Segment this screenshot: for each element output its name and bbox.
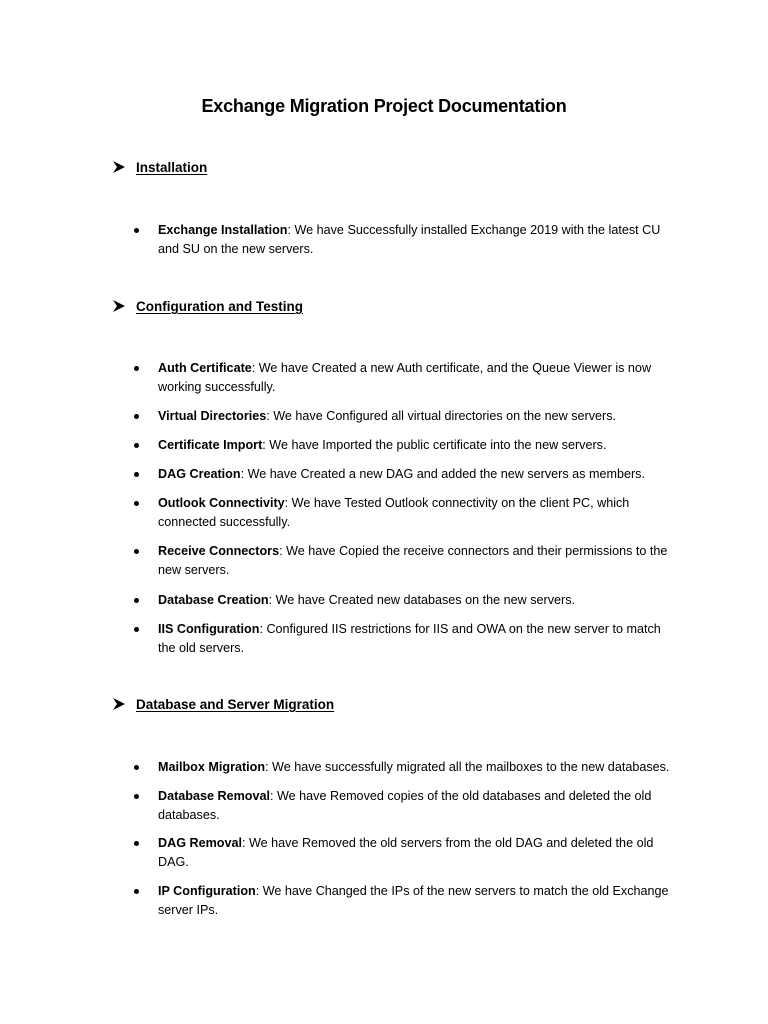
list-item <box>134 834 674 871</box>
item-label: Database Removal <box>158 789 270 803</box>
bullet-dot-icon <box>134 794 139 799</box>
arrow-bullet-icon <box>112 299 126 313</box>
list-item <box>134 787 674 824</box>
item-separator: : <box>270 789 277 803</box>
bullet-dot-icon <box>134 549 139 554</box>
item-label: Outlook Connectivity <box>158 496 285 510</box>
item-separator: : <box>279 544 287 558</box>
bullet-dot-icon <box>134 366 139 371</box>
item-label: Exchange Installation <box>158 223 288 237</box>
item-separator: : <box>266 409 274 423</box>
list-item <box>134 407 674 426</box>
arrow-bullet-icon <box>112 697 126 711</box>
item-separator: : <box>240 467 248 481</box>
item-separator: : <box>287 223 295 237</box>
section-heading-configuration-and-testing <box>112 297 303 317</box>
section-heading-database-and-server-migration <box>112 695 335 715</box>
item-label: Mailbox Migration <box>158 760 266 774</box>
list-item <box>134 758 674 777</box>
section-heading-installation <box>112 158 208 178</box>
list-item <box>134 221 674 258</box>
bullet-dot-icon <box>134 501 139 506</box>
section-heading-text: Configuration and Testing <box>136 299 303 314</box>
list-item <box>134 494 674 531</box>
item-separator: : <box>255 884 263 898</box>
item-text: We have Copied the receive connectors and their permissions to the new servers. <box>158 544 668 577</box>
bullet-dot-icon <box>134 889 139 894</box>
item-separator: : <box>265 760 273 774</box>
item-label: IIS Configuration <box>158 622 260 636</box>
item-text: We have Configured all virtual directories on the new servers. <box>273 409 617 423</box>
item-label: Auth Certificate <box>158 361 252 375</box>
item-separator: : <box>284 496 292 510</box>
item-label: DAG Creation <box>158 467 241 481</box>
document-title: Exchange Migration Project Documentation <box>201 96 567 116</box>
item-separator: : <box>259 622 267 636</box>
list-item <box>134 436 674 455</box>
item-text: We have Created new databases on the new servers. <box>275 593 575 607</box>
item-text: We have successfully migrated all the mailboxes to the new databases. <box>272 760 670 774</box>
item-label: Receive Connectors <box>158 544 280 558</box>
section-heading-text: Database and Server Migration <box>136 697 335 712</box>
item-separator: : <box>262 438 270 452</box>
item-label: DAG Removal <box>158 836 242 850</box>
item-text: We have Changed the IPs of the new servers to match the old Exchange server IPs. <box>158 884 669 917</box>
list-item <box>134 542 674 579</box>
item-label: Database Creation <box>158 593 269 607</box>
item-text: We have Removed the old servers from the old DAG and deleted the old DAG. <box>158 836 654 869</box>
item-label: Certificate Import <box>158 438 263 452</box>
item-text: We have Removed copies of the old databases and deleted the old databases. <box>158 789 652 822</box>
list-item <box>134 465 674 484</box>
item-text: We have Imported the public certificate into the new servers. <box>269 438 607 452</box>
item-separator: : <box>268 593 276 607</box>
bullet-dot-icon <box>134 841 139 846</box>
item-separator: : <box>241 836 249 850</box>
arrow-bullet-icon <box>112 160 126 174</box>
bullet-dot-icon <box>134 765 139 770</box>
item-text: We have Created a new DAG and added the new servers as members. <box>247 467 645 481</box>
item-text: We have Created a new Auth certificate, and the Queue Viewer is now working successfully. <box>158 361 652 394</box>
bullet-dot-icon <box>134 472 139 477</box>
item-text: We have Tested Outlook connectivity on the client PC, which connected successfully. <box>158 496 630 529</box>
bullet-dot-icon <box>134 414 139 419</box>
item-text: Configured IIS restrictions for IIS and OWA on the new server to match the old servers. <box>158 622 661 655</box>
item-text: We have Successfully installed Exchange 2019 with the latest CU and SU on the new servers. <box>158 223 661 256</box>
item-label: Virtual Directories <box>158 409 267 423</box>
bullet-dot-icon <box>134 598 139 603</box>
list-item <box>134 359 674 396</box>
list-item <box>134 591 674 610</box>
bullet-dot-icon <box>134 228 139 233</box>
bullet-dot-icon <box>134 627 139 632</box>
list-item <box>134 620 674 657</box>
item-label: IP Configuration <box>158 884 256 898</box>
item-separator: : <box>251 361 259 375</box>
bullet-dot-icon <box>134 443 139 448</box>
list-item <box>134 882 674 919</box>
section-heading-text: Installation <box>136 160 208 175</box>
